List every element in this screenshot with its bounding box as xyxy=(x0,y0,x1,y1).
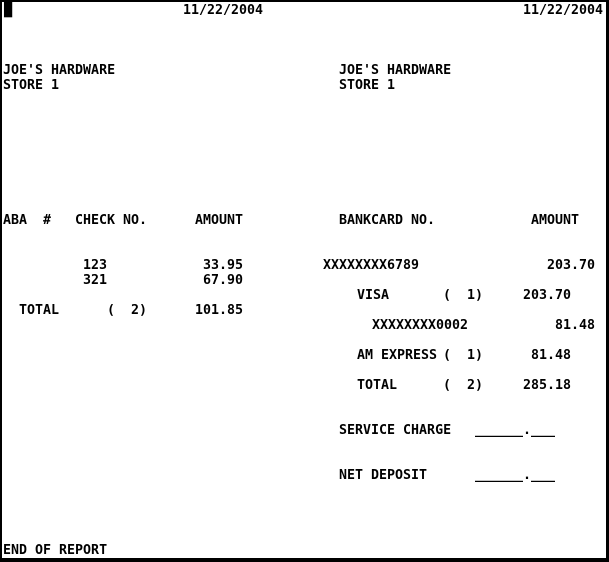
cursor-block: █ xyxy=(4,3,13,18)
bankcard-amount: 81.48 xyxy=(555,318,596,333)
check-total-label: TOTAL xyxy=(19,303,60,318)
service-charge-blank-field: ______.___ xyxy=(475,423,556,438)
bankcard-header-amount: AMOUNT xyxy=(531,213,580,228)
check-header-aba: ABA # xyxy=(3,213,52,228)
bankcard-amount: 203.70 xyxy=(547,258,596,273)
check-total-count: ( 2) xyxy=(107,303,148,318)
bankcard-total-label: TOTAL xyxy=(357,378,398,393)
card-type-visa-count: ( 1) xyxy=(443,288,484,303)
check-header-number: CHECK NO. xyxy=(75,213,148,228)
card-type-amex-count: ( 1) xyxy=(443,348,484,363)
bankcard-store-line2: STORE 1 xyxy=(339,78,396,93)
end-of-report-text: END OF REPORT xyxy=(3,543,108,558)
card-type-visa-amount: 203.70 xyxy=(523,288,572,303)
bankcard-header-number: BANKCARD NO. xyxy=(339,213,436,228)
check-store-line2: STORE 1 xyxy=(3,78,60,93)
report-date-right: 11/22/2004 xyxy=(523,3,604,18)
card-type-visa-label: VISA xyxy=(357,288,390,303)
card-type-amex-amount: 81.48 xyxy=(531,348,572,363)
card-type-amex-label: AM EXPRESS xyxy=(357,348,438,363)
check-row-amount: 67.90 xyxy=(203,273,244,288)
check-store-name: JOE'S HARDWARE xyxy=(3,63,116,78)
report-date-left: 11/22/2004 xyxy=(183,3,264,18)
bankcard-total-count: ( 2) xyxy=(443,378,484,393)
net-deposit-label: NET DEPOSIT xyxy=(339,468,428,483)
service-charge-label: SERVICE CHARGE xyxy=(339,423,452,438)
bankcard-number: XXXXXXXX6789 xyxy=(323,258,420,273)
bankcard-store-name: JOE'S HARDWARE xyxy=(339,63,452,78)
check-row-amount: 33.95 xyxy=(203,258,244,273)
check-header-amount: AMOUNT xyxy=(195,213,244,228)
net-deposit-blank-field: ______.___ xyxy=(475,468,556,483)
check-total-amount: 101.85 xyxy=(195,303,244,318)
bankcard-total-amount: 285.18 xyxy=(523,378,572,393)
check-row-number: 321 xyxy=(83,273,108,288)
bankcard-number: XXXXXXXX0002 xyxy=(372,318,469,333)
check-row-number: 123 xyxy=(83,258,108,273)
